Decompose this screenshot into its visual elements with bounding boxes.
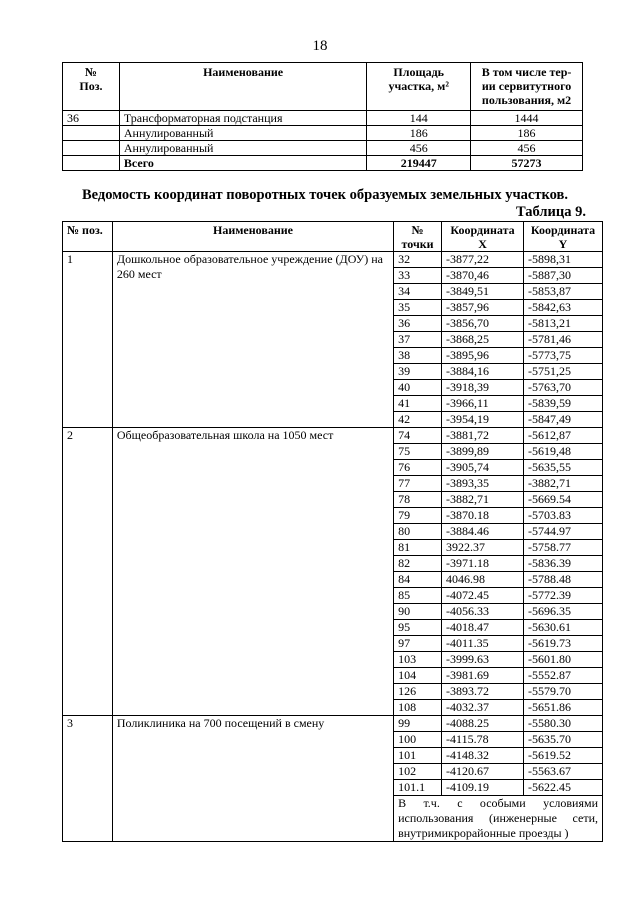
coord-x: -4115.78 (442, 732, 524, 748)
coord-x: -3954,19 (442, 412, 524, 428)
coord-y: -5751,25 (524, 364, 603, 380)
group-pos: 2 (63, 428, 113, 716)
table-row (63, 111, 583, 126)
row-servitude: 456 (471, 141, 583, 156)
point-number: 77 (394, 476, 442, 492)
coord-x: -4018.47 (442, 620, 524, 636)
point-number: 101 (394, 748, 442, 764)
coord-y: -5703.83 (524, 508, 603, 524)
coord-y: -5781,46 (524, 332, 603, 348)
coord-y: -5612,87 (524, 428, 603, 444)
row-pos: 36 (63, 111, 120, 126)
coordinate-row (63, 252, 603, 268)
coord-x: -4148.32 (442, 748, 524, 764)
point-number: 100 (394, 732, 442, 748)
coord-x: -3868,25 (442, 332, 524, 348)
point-number: 103 (394, 652, 442, 668)
coord-x: -3882,71 (442, 492, 524, 508)
point-number: 95 (394, 620, 442, 636)
table-label: Таблица 9. (515, 204, 586, 220)
coord-x: -3884.46 (442, 524, 524, 540)
coord-x: 4046.98 (442, 572, 524, 588)
coord-y: -5579.70 (524, 684, 603, 700)
row-name: Аннулированный (119, 126, 366, 141)
coord-y: -5622.45 (524, 780, 603, 796)
total-row (63, 156, 583, 171)
group-pos: 1 (63, 252, 113, 428)
row-pos (63, 126, 120, 141)
header-coord-x: Координата X (442, 222, 524, 252)
coord-y: -5813,21 (524, 316, 603, 332)
coord-y: -5669.54 (524, 492, 603, 508)
coord-y: -3882,71 (524, 476, 603, 492)
coord-x: -3870,46 (442, 268, 524, 284)
coord-y: -5635,55 (524, 460, 603, 476)
coord-y: -5601.80 (524, 652, 603, 668)
coord-x: -3884,16 (442, 364, 524, 380)
total-area: 219447 (367, 156, 471, 171)
point-number: 90 (394, 604, 442, 620)
point-number: 40 (394, 380, 442, 396)
coord-y: -5853,87 (524, 284, 603, 300)
row-pos (63, 141, 120, 156)
point-number: 99 (394, 716, 442, 732)
coord-x: -3893,35 (442, 476, 524, 492)
group-pos: 3 (63, 716, 113, 842)
point-number: 41 (394, 396, 442, 412)
point-number: 84 (394, 572, 442, 588)
header-point-no: № точки (394, 222, 442, 252)
group-name: Дошкольное образовательное учреждение (ДОУ) на 260 мест (112, 252, 393, 428)
coord-y: -5836.39 (524, 556, 603, 572)
coord-x: -4109.19 (442, 780, 524, 796)
coord-y: -5763,70 (524, 380, 603, 396)
row-name: Аннулированный (119, 141, 366, 156)
coord-x: -3971.18 (442, 556, 524, 572)
point-number: 76 (394, 460, 442, 476)
coord-y: -5842,63 (524, 300, 603, 316)
coord-x: -3856,70 (442, 316, 524, 332)
point-number: 126 (394, 684, 442, 700)
land-plots-table (62, 62, 583, 171)
coord-x: -3899,89 (442, 444, 524, 460)
coordinate-row (63, 716, 603, 732)
coord-y: -5839,59 (524, 396, 603, 412)
coord-x: -4088.25 (442, 716, 524, 732)
coord-x: -3877,22 (442, 252, 524, 268)
point-number: 108 (394, 700, 442, 716)
coord-y: -5847,49 (524, 412, 603, 428)
coord-y: -5563.67 (524, 764, 603, 780)
point-number: 102 (394, 764, 442, 780)
coord-y: -5788.48 (524, 572, 603, 588)
total-servitude: 57273 (471, 156, 583, 171)
header-pos: № Поз. (63, 63, 120, 111)
coord-y: -5773,75 (524, 348, 603, 364)
coord-y: -5635.70 (524, 732, 603, 748)
point-number: 37 (394, 332, 442, 348)
point-number: 42 (394, 412, 442, 428)
coord-y: -5619.52 (524, 748, 603, 764)
coord-y: -5619,48 (524, 444, 603, 460)
point-number: 74 (394, 428, 442, 444)
point-number: 81 (394, 540, 442, 556)
point-number: 38 (394, 348, 442, 364)
row-servitude: 1444 (471, 111, 583, 126)
point-number: 75 (394, 444, 442, 460)
coord-x: -3905,74 (442, 460, 524, 476)
coord-y: -5696.35 (524, 604, 603, 620)
point-number: 85 (394, 588, 442, 604)
group-name: Общеобразовательная школа на 1050 мест (112, 428, 393, 716)
coord-y: -5898,31 (524, 252, 603, 268)
coord-x: -3918,39 (442, 380, 524, 396)
point-number: 104 (394, 668, 442, 684)
coord-y: -5758.77 (524, 540, 603, 556)
point-number: 101.1 (394, 780, 442, 796)
total-label: Всего (119, 156, 366, 171)
point-number: 32 (394, 252, 442, 268)
coord-x: -3849,51 (442, 284, 524, 300)
total-pos (63, 156, 120, 171)
point-number: 82 (394, 556, 442, 572)
header-pos-no: № поз. (63, 222, 113, 252)
coord-x: -4032.37 (442, 700, 524, 716)
coord-y: -5744.97 (524, 524, 603, 540)
coord-x: -4120.67 (442, 764, 524, 780)
coord-y: -5887,30 (524, 268, 603, 284)
row-area: 144 (367, 111, 471, 126)
row-servitude: 186 (471, 126, 583, 141)
coord-y: -5630.61 (524, 620, 603, 636)
coord-y: -5619.73 (524, 636, 603, 652)
group-note: В т.ч. с особыми условиями использования (инженерные сети, внутримикрорайонные проезды ) (394, 796, 603, 842)
point-number: 36 (394, 316, 442, 332)
point-number: 34 (394, 284, 442, 300)
coord-y: -5552.87 (524, 668, 603, 684)
header-area: Площадь участка, м² (367, 63, 471, 111)
coord-x: 3922.37 (442, 540, 524, 556)
point-number: 79 (394, 508, 442, 524)
header-coord-y: Координата Y (524, 222, 603, 252)
coord-x: -3870.18 (442, 508, 524, 524)
coord-y: -5772.39 (524, 588, 603, 604)
coord-x: -3981.69 (442, 668, 524, 684)
table-row (63, 126, 583, 141)
row-area: 186 (367, 126, 471, 141)
point-number: 35 (394, 300, 442, 316)
coord-x: -3857,96 (442, 300, 524, 316)
point-number: 78 (394, 492, 442, 508)
coord-x: -4056.33 (442, 604, 524, 620)
coord-x: -4072.45 (442, 588, 524, 604)
coord-y: -5580.30 (524, 716, 603, 732)
coord-y: -5651.86 (524, 700, 603, 716)
group-name: Поликлиника на 700 посещений в смену (112, 716, 393, 842)
table-row (63, 141, 583, 156)
row-name: Трансформаторная подстанция (119, 111, 366, 126)
coordinates-heading: Ведомость координат поворотных точек образуемых земельных участков. (82, 187, 568, 203)
coord-x: -3881,72 (442, 428, 524, 444)
header-object-name: Наименование (112, 222, 393, 252)
coordinate-row (63, 428, 603, 444)
coord-x: -3999.63 (442, 652, 524, 668)
coord-x: -3895,96 (442, 348, 524, 364)
point-number: 33 (394, 268, 442, 284)
page-number: 18 (312, 38, 328, 54)
row-area: 456 (367, 141, 471, 156)
point-number: 39 (394, 364, 442, 380)
point-number: 80 (394, 524, 442, 540)
header-servitude: В том числе тер-ии сервитутного пользования, м2 (471, 63, 583, 111)
coord-x: -3893.72 (442, 684, 524, 700)
header-name: Наименование (119, 63, 366, 111)
coord-x: -3966,11 (442, 396, 524, 412)
coord-x: -4011.35 (442, 636, 524, 652)
point-number: 97 (394, 636, 442, 652)
coordinates-table (62, 221, 603, 842)
